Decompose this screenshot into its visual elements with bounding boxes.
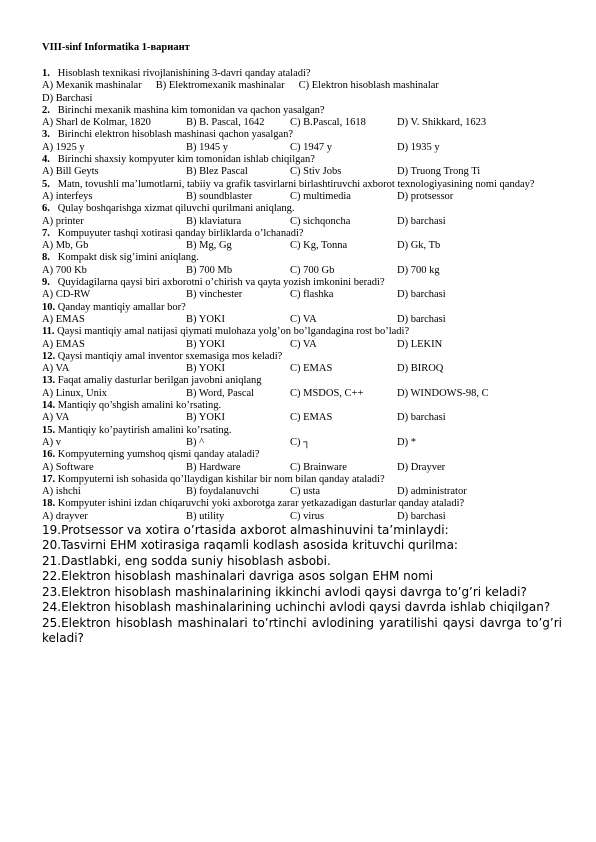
question-number: 5. bbox=[42, 178, 50, 190]
answer-option-a: A) interfeys bbox=[42, 190, 93, 202]
answer-options bbox=[42, 216, 562, 228]
question-text: Kompuyuter tashqi xotirasi qanday birliklarda o’lchanadi? bbox=[49, 227, 304, 239]
answer-option-d: D) 1935 y bbox=[397, 141, 440, 153]
answer-option-c: C) 700 Gb bbox=[290, 264, 335, 276]
answer-option-c: C) EMAS bbox=[290, 363, 333, 375]
question-number: 12. bbox=[42, 350, 56, 362]
question-number: 10. bbox=[42, 301, 56, 313]
open-question-line: 20.Tasvirni EHM xotirasiga raqamli kodlash asosida krituvchi qurilma: bbox=[42, 538, 458, 553]
answer-options bbox=[42, 80, 562, 92]
answer-options bbox=[42, 412, 562, 424]
answer-option-d: D) barchasi bbox=[397, 412, 446, 424]
question-17 bbox=[42, 474, 562, 486]
answer-options bbox=[42, 240, 562, 252]
question-9 bbox=[42, 277, 562, 289]
answer-option-c: C) usta bbox=[290, 486, 321, 498]
answer-options bbox=[42, 289, 562, 301]
answer-option-b: B) ^ bbox=[186, 436, 205, 448]
question-number: 6. bbox=[42, 203, 50, 215]
question-text: Hisoblash texnikasi rivojlanishining 3-davri qanday ataladi? bbox=[49, 68, 311, 79]
answer-option-c: C) MSDOS, C++ bbox=[290, 387, 364, 399]
question-6 bbox=[42, 203, 562, 215]
answer-option-a: A) VA bbox=[42, 363, 70, 375]
question-15 bbox=[42, 425, 562, 437]
answer-option-c: C) sichqoncha bbox=[290, 215, 351, 227]
answer-option-d: D) Gk, Tb bbox=[397, 240, 441, 252]
answer-option-b: B) Mg, Gg bbox=[186, 240, 232, 252]
answer-option-a: A) EMAS bbox=[42, 313, 85, 325]
open-question-line: 23.Elektron hisoblash mashinalarining ikkinchi avlodi qaysi davrga to’g’ri keladi? bbox=[42, 584, 527, 599]
answer-option-a: A) Bill Geyts bbox=[42, 166, 99, 178]
open-question-line: keladi? bbox=[42, 631, 84, 646]
answer-option-a: A) Sharl de Kolmar, 1820 bbox=[42, 117, 151, 129]
question-number: 13. bbox=[42, 375, 56, 387]
answer-option-c: C) Kg, Tonna bbox=[290, 240, 348, 252]
answer-option-d: D) V. Shikkard, 1623 bbox=[397, 117, 487, 129]
question-8 bbox=[42, 252, 562, 264]
answer-option-b: B) YOKI bbox=[186, 338, 225, 350]
answer-option-a: A) v bbox=[42, 436, 61, 448]
answer-option-b: B) 1945 y bbox=[186, 141, 228, 153]
answer-options bbox=[42, 486, 562, 498]
question-number: 2. bbox=[42, 104, 50, 116]
answer-option-b: B) soundblaster bbox=[186, 190, 253, 202]
question-12 bbox=[42, 351, 562, 363]
answer-option-c: C) Brainware bbox=[290, 461, 347, 473]
answer-options bbox=[42, 388, 562, 400]
question-text: Birinchi mexanik mashina kim tomonidan va qachon yasalgan? bbox=[49, 104, 325, 116]
answer-options bbox=[42, 363, 562, 375]
answer-option-d: D) 700 kg bbox=[397, 264, 440, 276]
answer-options bbox=[42, 191, 562, 203]
worksheet bbox=[42, 42, 562, 647]
answer-option-d: D) Truong Trong Ti bbox=[397, 166, 481, 178]
question-16 bbox=[42, 449, 562, 461]
question-18 bbox=[42, 498, 562, 510]
answer-option-b: B) Hardware bbox=[186, 461, 241, 473]
answer-option-c: C) multimedia bbox=[290, 190, 351, 202]
answer-options bbox=[42, 511, 562, 523]
open-question-line: 25.Elektron hisoblash mashinalari to’rtinchi avlodining yaratilishi qaysi davrga to’g’ri bbox=[42, 615, 562, 630]
question-5 bbox=[42, 179, 562, 191]
question-2 bbox=[42, 105, 562, 117]
answer-option-c: C) 1947 y bbox=[290, 141, 332, 153]
question-text: Qaysi mantiqiy amal natijasi qiymati mulohaza yolg’on bo’lgandagina rost bo’ladi? bbox=[54, 326, 410, 338]
answer-options bbox=[42, 117, 562, 129]
answer-option-d: D) barchasi bbox=[397, 510, 446, 522]
question-number: 1. bbox=[42, 68, 50, 79]
answer-option-d: D) Barchasi bbox=[42, 92, 93, 104]
answer-option-c: C) B.Pascal, 1618 bbox=[290, 117, 366, 129]
answer-options bbox=[42, 437, 562, 449]
answer-option-c: C) EMAS bbox=[290, 412, 333, 424]
question-number: 15. bbox=[42, 424, 56, 436]
answer-option-d: D) LEKIN bbox=[397, 338, 443, 350]
answer-option-c: C) Stiv Jobs bbox=[290, 166, 342, 178]
answer-option-b: B) vinchester bbox=[186, 289, 243, 301]
question-10 bbox=[42, 302, 562, 314]
answer-options bbox=[42, 462, 562, 474]
question-number: 16. bbox=[42, 449, 56, 461]
question-7 bbox=[42, 228, 562, 240]
question-number: 8. bbox=[42, 252, 50, 264]
answer-option-c: C) flashka bbox=[290, 289, 334, 301]
answer-option-b: B) 700 Mb bbox=[186, 264, 233, 276]
answer-option-c: C) VA bbox=[290, 338, 317, 350]
answer-option-b: B) Blez Pascal bbox=[186, 166, 248, 178]
answer-option-b: B) Word, Pascal bbox=[186, 387, 255, 399]
open-question-line: 19.Protsessor va xotira o’rtasida axborot almashinuvini ta’minlaydi: bbox=[42, 522, 449, 537]
question-3 bbox=[42, 129, 562, 141]
question-text: Kompyuterni ish sohasida qo’llaydigan kishilar bir nom bilan qanday ataladi? bbox=[55, 473, 385, 485]
answer-option-d: D) administrator bbox=[397, 486, 467, 498]
question-text: Kompyuter ishini izdan chiqaruvchi yoki axborotga zarar yetkazadigan dasturlar qanday ataladi? bbox=[55, 498, 465, 510]
answer-option-d: D) * bbox=[397, 436, 416, 448]
answer-option-b: B) utility bbox=[186, 510, 225, 522]
question-number: 18. bbox=[42, 498, 56, 510]
answer-option-b: B) YOKI bbox=[186, 363, 225, 375]
answer-options bbox=[42, 142, 562, 154]
answer-option-b: B) YOKI bbox=[186, 412, 225, 424]
answer-option-c: C) VA bbox=[290, 313, 317, 325]
question-text: Mantiqiy ko’paytirish amalini ko’rsating. bbox=[55, 424, 232, 436]
answer-option-b: B) Elektromexanik mashinalar bbox=[155, 80, 285, 92]
question-text: Birinchi shaxsiy kompyuter kim tomonidan ishlab chiqilgan? bbox=[49, 154, 315, 166]
question-text: Matn, tovushli ma’lumotlarni, tabiiy va grafik tasvirlarni birlashtiruvchi axborot texnologiyasining nomi qanday? bbox=[49, 178, 535, 190]
answer-option-a: A) drayver bbox=[42, 510, 88, 522]
question-text: Qaysi mantiqiy amal inventor sxemasiga mos keladi? bbox=[55, 350, 283, 362]
question-text: Mantiqiy qo’shgish amalini ko’rsating. bbox=[55, 400, 222, 412]
question-text: Faqat amaliy dasturlar berilgan javobni aniqlang bbox=[55, 375, 262, 387]
question-number: 14. bbox=[42, 400, 56, 412]
question-text: Qanday mantiqiy amallar bor? bbox=[55, 301, 186, 313]
question-list bbox=[42, 68, 562, 523]
open-question-line: 24.Elektron hisoblash mashinalarining uchinchi avlodi qaysi davrda ishlab chiqilgan? bbox=[42, 600, 551, 615]
answer-option-b: B) YOKI bbox=[186, 313, 225, 325]
question-14 bbox=[42, 400, 562, 412]
answer-option-b: B) B. Pascal, 1642 bbox=[186, 117, 265, 129]
answer-option-a: A) Linux, Unix bbox=[42, 387, 108, 399]
open-question-line: 22.Elektron hisoblash mashinalari davriga asos solgan EHM nomi bbox=[42, 569, 434, 584]
question-number: 17. bbox=[42, 473, 56, 485]
open-question-list bbox=[42, 523, 562, 647]
answer-option-a: A) VA bbox=[42, 412, 70, 424]
answer-options bbox=[42, 314, 562, 326]
question-number: 7. bbox=[42, 227, 50, 239]
answer-option-a: A) Software bbox=[42, 461, 94, 473]
question-11 bbox=[42, 326, 562, 338]
answer-option-a: A) 700 Kb bbox=[42, 264, 87, 276]
question-1 bbox=[42, 68, 562, 80]
answer-options bbox=[42, 339, 562, 351]
question-text: Quyidagilarna qaysi biri axborotni o’chirish va qayta yozish imkonini beradi? bbox=[49, 277, 385, 289]
question-text: Kompyuterning yumshoq qismi qanday ataladi? bbox=[55, 449, 260, 461]
answer-options bbox=[42, 166, 562, 178]
question-4 bbox=[42, 154, 562, 166]
question-text: Qulay boshqarishga xizmat qiluvchi qurilmani aniqlang. bbox=[49, 203, 295, 215]
answer-options bbox=[42, 265, 562, 277]
question-text: Kompakt disk sig’imini aniqlang. bbox=[49, 252, 199, 264]
answer-option-a: A) 1925 y bbox=[42, 141, 85, 153]
answer-option-c: C) virus bbox=[290, 510, 325, 522]
answer-option-d: D) BIROQ bbox=[397, 363, 444, 375]
answer-option-c: C) Elektron hisoblash mashinalar bbox=[298, 80, 439, 92]
answer-option-d: D) WINDOWS-98, C bbox=[397, 387, 489, 399]
answer-option-c: C) ┐ bbox=[290, 436, 311, 448]
answer-option-d: D) barchasi bbox=[397, 215, 446, 227]
answer-option-a: A) Mb, Gb bbox=[42, 240, 89, 252]
question-13 bbox=[42, 375, 562, 387]
answer-option-d: D) protsessor bbox=[397, 190, 454, 202]
answer-option-d: D) barchasi bbox=[397, 313, 446, 325]
question-text: Birinchi elektron hisoblash mashinasi qachon yasalgan? bbox=[49, 129, 294, 141]
answer-option-b: B) klaviatura bbox=[186, 215, 242, 227]
question-number: 11. bbox=[42, 326, 55, 338]
worksheet-title: VIII-sinf Informatika 1-вариант bbox=[42, 42, 190, 53]
answer-option-a: A) ishchi bbox=[42, 486, 81, 498]
answer-option-b: B) foydalanuvchi bbox=[186, 486, 260, 498]
answer-option-a: A) CD-RW bbox=[42, 289, 91, 301]
answer-option-d: D) barchasi bbox=[397, 289, 446, 301]
question-number: 9. bbox=[42, 277, 50, 289]
answer-option-a: A) Mexanik mashinalar bbox=[42, 80, 142, 92]
question-number: 4. bbox=[42, 154, 50, 166]
answer-option-d: D) Drayver bbox=[397, 461, 446, 473]
answer-option-a: A) EMAS bbox=[42, 338, 85, 350]
open-question-line: 21.Dastlabki, eng sodda suniy hisoblash asbobi. bbox=[42, 553, 331, 568]
answer-option-a: A) printer bbox=[42, 215, 84, 227]
question-number: 3. bbox=[42, 129, 50, 141]
